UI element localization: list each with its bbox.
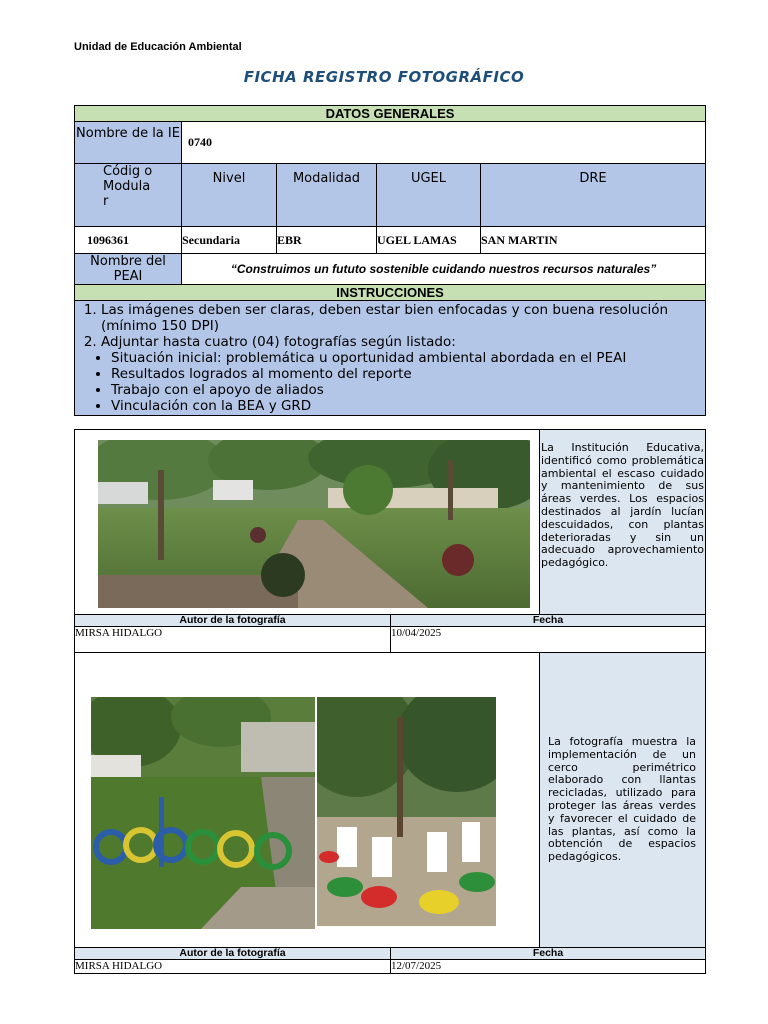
instruction-item-1: 1. Las imágenes deben ser claras, deben estar bien enfocadas y con buena resolución (mínimo 150 DPI) — [101, 302, 699, 334]
instruction-bullet: • Situación inicial: problemática u oportunidad ambiental abordada en el PEAI — [111, 350, 699, 366]
general-data-table — [74, 105, 706, 416]
ie-name-value: 0740 — [182, 122, 706, 164]
author-value-2: MIRSA HIDALGO — [75, 960, 391, 974]
unit-name: Unidad de Educación Ambiental — [74, 41, 242, 53]
dre-value: SAN MARTIN — [481, 227, 706, 254]
ugel-label: UGEL — [377, 164, 481, 227]
modalidad-value: EBR — [277, 227, 377, 254]
author-label-1: Autor de la fotografía — [75, 615, 391, 627]
author-value-1: MIRSA HIDALGO — [75, 627, 391, 653]
instruction-item-2 — [101, 334, 699, 414]
garden-photo — [98, 440, 530, 608]
modalidad-label: Modalidad — [277, 164, 377, 227]
instruction-bullet: • Vinculación con la BEA y GRD — [111, 398, 699, 414]
author-label-2: Autor de la fotografía — [75, 948, 391, 960]
general-data-header: DATOS GENERALES — [75, 106, 706, 122]
instruction-bullet: • Resultados logrados al momento del reporte — [111, 366, 699, 382]
codigo-modular-label: Códig o Modula r — [75, 164, 182, 227]
instruction-item-2-text: Adjuntar hasta cuatro (04) fotografías según listado: — [101, 334, 456, 350]
dre-label: DRE — [481, 164, 706, 227]
peai-value: “Construimos un fututo sostenible cuidando nuestros recursos naturales” — [182, 254, 706, 285]
date-label-1: Fecha — [391, 615, 706, 627]
students-photo — [317, 697, 496, 926]
peai-label: Nombre del PEAI — [75, 254, 182, 285]
instructions-body — [75, 301, 706, 416]
ie-name-label: Nombre de la IE — [75, 122, 182, 164]
nivel-label: Nivel — [182, 164, 277, 227]
tyre-fence-photo — [91, 697, 315, 929]
instructions-header: INSTRUCCIONES — [75, 285, 706, 301]
instruction-bullet: • Trabajo con el apoyo de aliados — [111, 382, 699, 398]
photo-description-1: La Institución Educativa, identificó como problemática ambiental el escaso cuidado y mantenimiento de sus áreas verdes. Los espacios destinados al jardín lucían descuidados, con plantas deterioradas y sin un adecuado aprovechamiento pedagógico. — [540, 430, 706, 615]
nivel-value: Secundaria — [182, 227, 277, 254]
date-label-2: Fecha — [391, 948, 706, 960]
codigo-modular-value: 1096361 — [75, 227, 182, 254]
ugel-value: UGEL LAMAS — [377, 227, 481, 254]
date-value-1: 10/04/2025 — [391, 627, 706, 653]
date-value-2: 12/07/2025 — [391, 960, 706, 974]
document-title: FICHA REGISTRO FOTOGRÁFICO — [243, 68, 525, 86]
photo-description-2: La fotografía muestra la implementación de un cerco perimétrico elaborado con llantas recicladas, utilizado para proteger las áreas verdes y favorecer el cuidado de las plantas, así como la obtención de espacios pedagógicos. — [540, 653, 706, 948]
